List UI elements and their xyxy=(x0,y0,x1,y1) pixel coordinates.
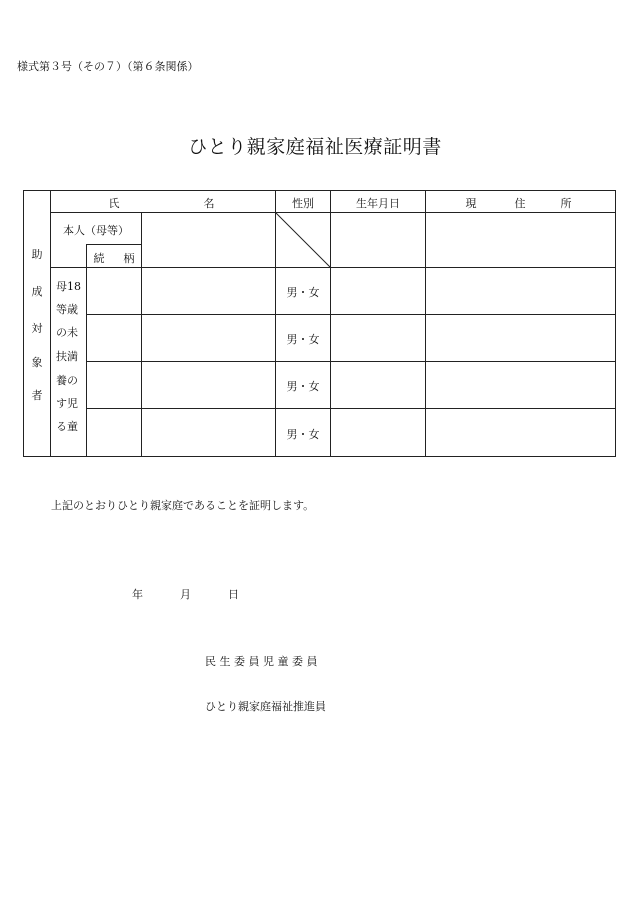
relation-label-1: 続 xyxy=(93,252,105,265)
child-2-sex-options: 男・女 xyxy=(286,333,320,346)
relation-label-2: 柄 xyxy=(123,252,135,265)
section-label-2: 成 xyxy=(31,285,43,298)
header-name-1: 氏 xyxy=(108,197,120,210)
child-3-sex-options: 男・女 xyxy=(286,380,320,393)
children-label-4: 扶満 xyxy=(56,350,78,363)
section-label-4: 象 xyxy=(31,356,43,369)
date-year-label: 年 xyxy=(132,588,143,601)
children-label-6: す児 xyxy=(56,397,78,410)
guardian-label: 本人（母等） xyxy=(63,224,129,237)
header-address-3: 所 xyxy=(560,197,572,210)
signer-single-parent-promoter: ひとり親家庭福祉推進員 xyxy=(205,700,326,713)
child-1-sex-options: 男・女 xyxy=(286,286,320,299)
header-address-1: 現 xyxy=(465,197,477,210)
section-label-3: 対 xyxy=(31,322,43,335)
header-birthdate: 生年月日 xyxy=(356,197,400,210)
certification-statement: 上記のとおりひとり親家庭であることを証明します。 xyxy=(51,499,315,512)
children-label-5: 養の xyxy=(56,374,78,387)
child-4-sex-options: 男・女 xyxy=(286,428,320,441)
children-label-1: 母18 xyxy=(56,280,81,293)
signer-welfare-commissioner: 民 生 委 員 児 童 委 員 xyxy=(205,655,318,668)
header-name-2: 名 xyxy=(203,197,215,210)
header-sex: 性別 xyxy=(292,197,314,210)
section-label-1: 助 xyxy=(31,248,43,261)
header-address-2: 住 xyxy=(514,197,526,210)
section-label-5: 者 xyxy=(31,389,43,402)
document-title: ひとり親家庭福祉医療証明書 xyxy=(188,136,442,158)
children-label-3: の未 xyxy=(56,326,78,339)
date-month-label: 月 xyxy=(180,588,191,601)
children-label-7: る童 xyxy=(56,420,78,433)
children-label-2: 等歳 xyxy=(56,303,78,316)
date-day-label: 日 xyxy=(228,588,239,601)
form-number: 様式第３号（その７）（第６条関係） xyxy=(17,60,199,73)
